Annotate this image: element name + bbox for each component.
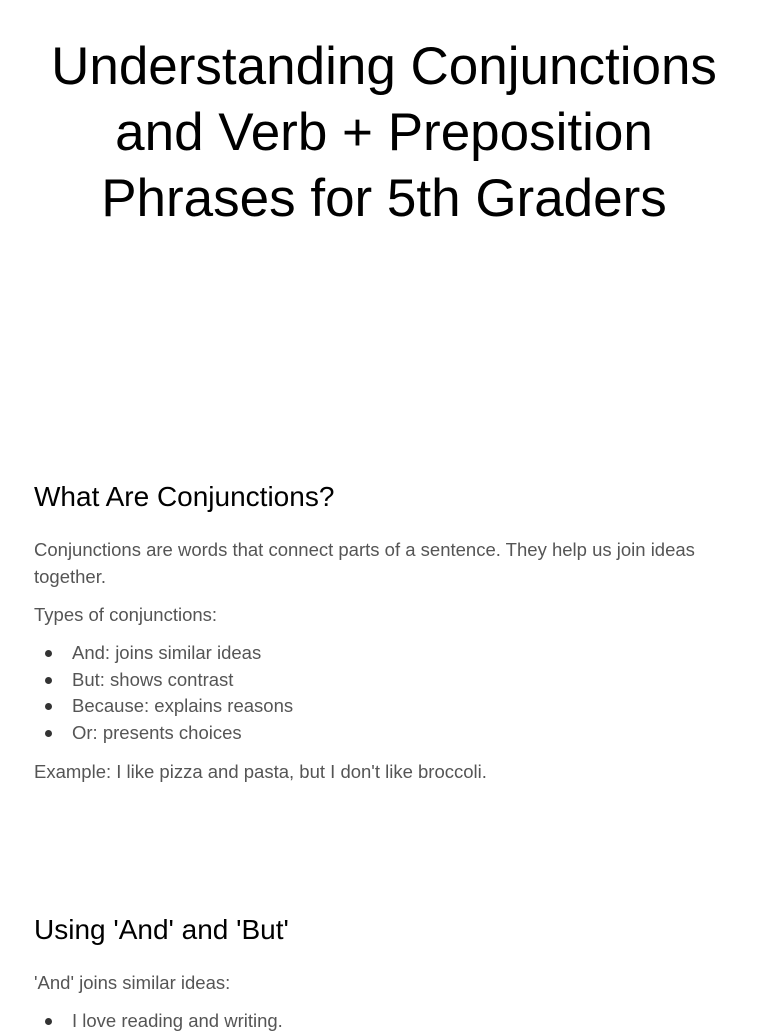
list-item: But: shows contrast bbox=[34, 667, 734, 694]
and-examples-list bbox=[34, 1008, 734, 1035]
page-title: Understanding Conjunctions and Verb + Preposition Phrases for 5th Graders bbox=[51, 37, 717, 228]
section-intro: 'And' joins similar ideas: bbox=[34, 972, 231, 993]
section-intro: Conjunctions are words that connect parts of a sentence. They help us join ideas together. bbox=[34, 539, 695, 587]
example-sentence: Example: I like pizza and pasta, but I don't like broccoli. bbox=[34, 761, 487, 782]
list-item: Or: presents choices bbox=[34, 720, 734, 747]
list-item: And: joins similar ideas bbox=[34, 640, 734, 667]
section-what-are-conjunctions bbox=[34, 480, 734, 785]
section-heading: Using 'And' and 'But' bbox=[34, 914, 289, 945]
list-item: Because: explains reasons bbox=[34, 693, 734, 720]
conjunction-types-list bbox=[34, 640, 734, 746]
section-heading: What Are Conjunctions? bbox=[34, 481, 335, 512]
list-item: I love reading and writing. bbox=[34, 1008, 734, 1035]
section-using-and-but bbox=[34, 913, 734, 1035]
types-label: Types of conjunctions: bbox=[34, 604, 218, 625]
